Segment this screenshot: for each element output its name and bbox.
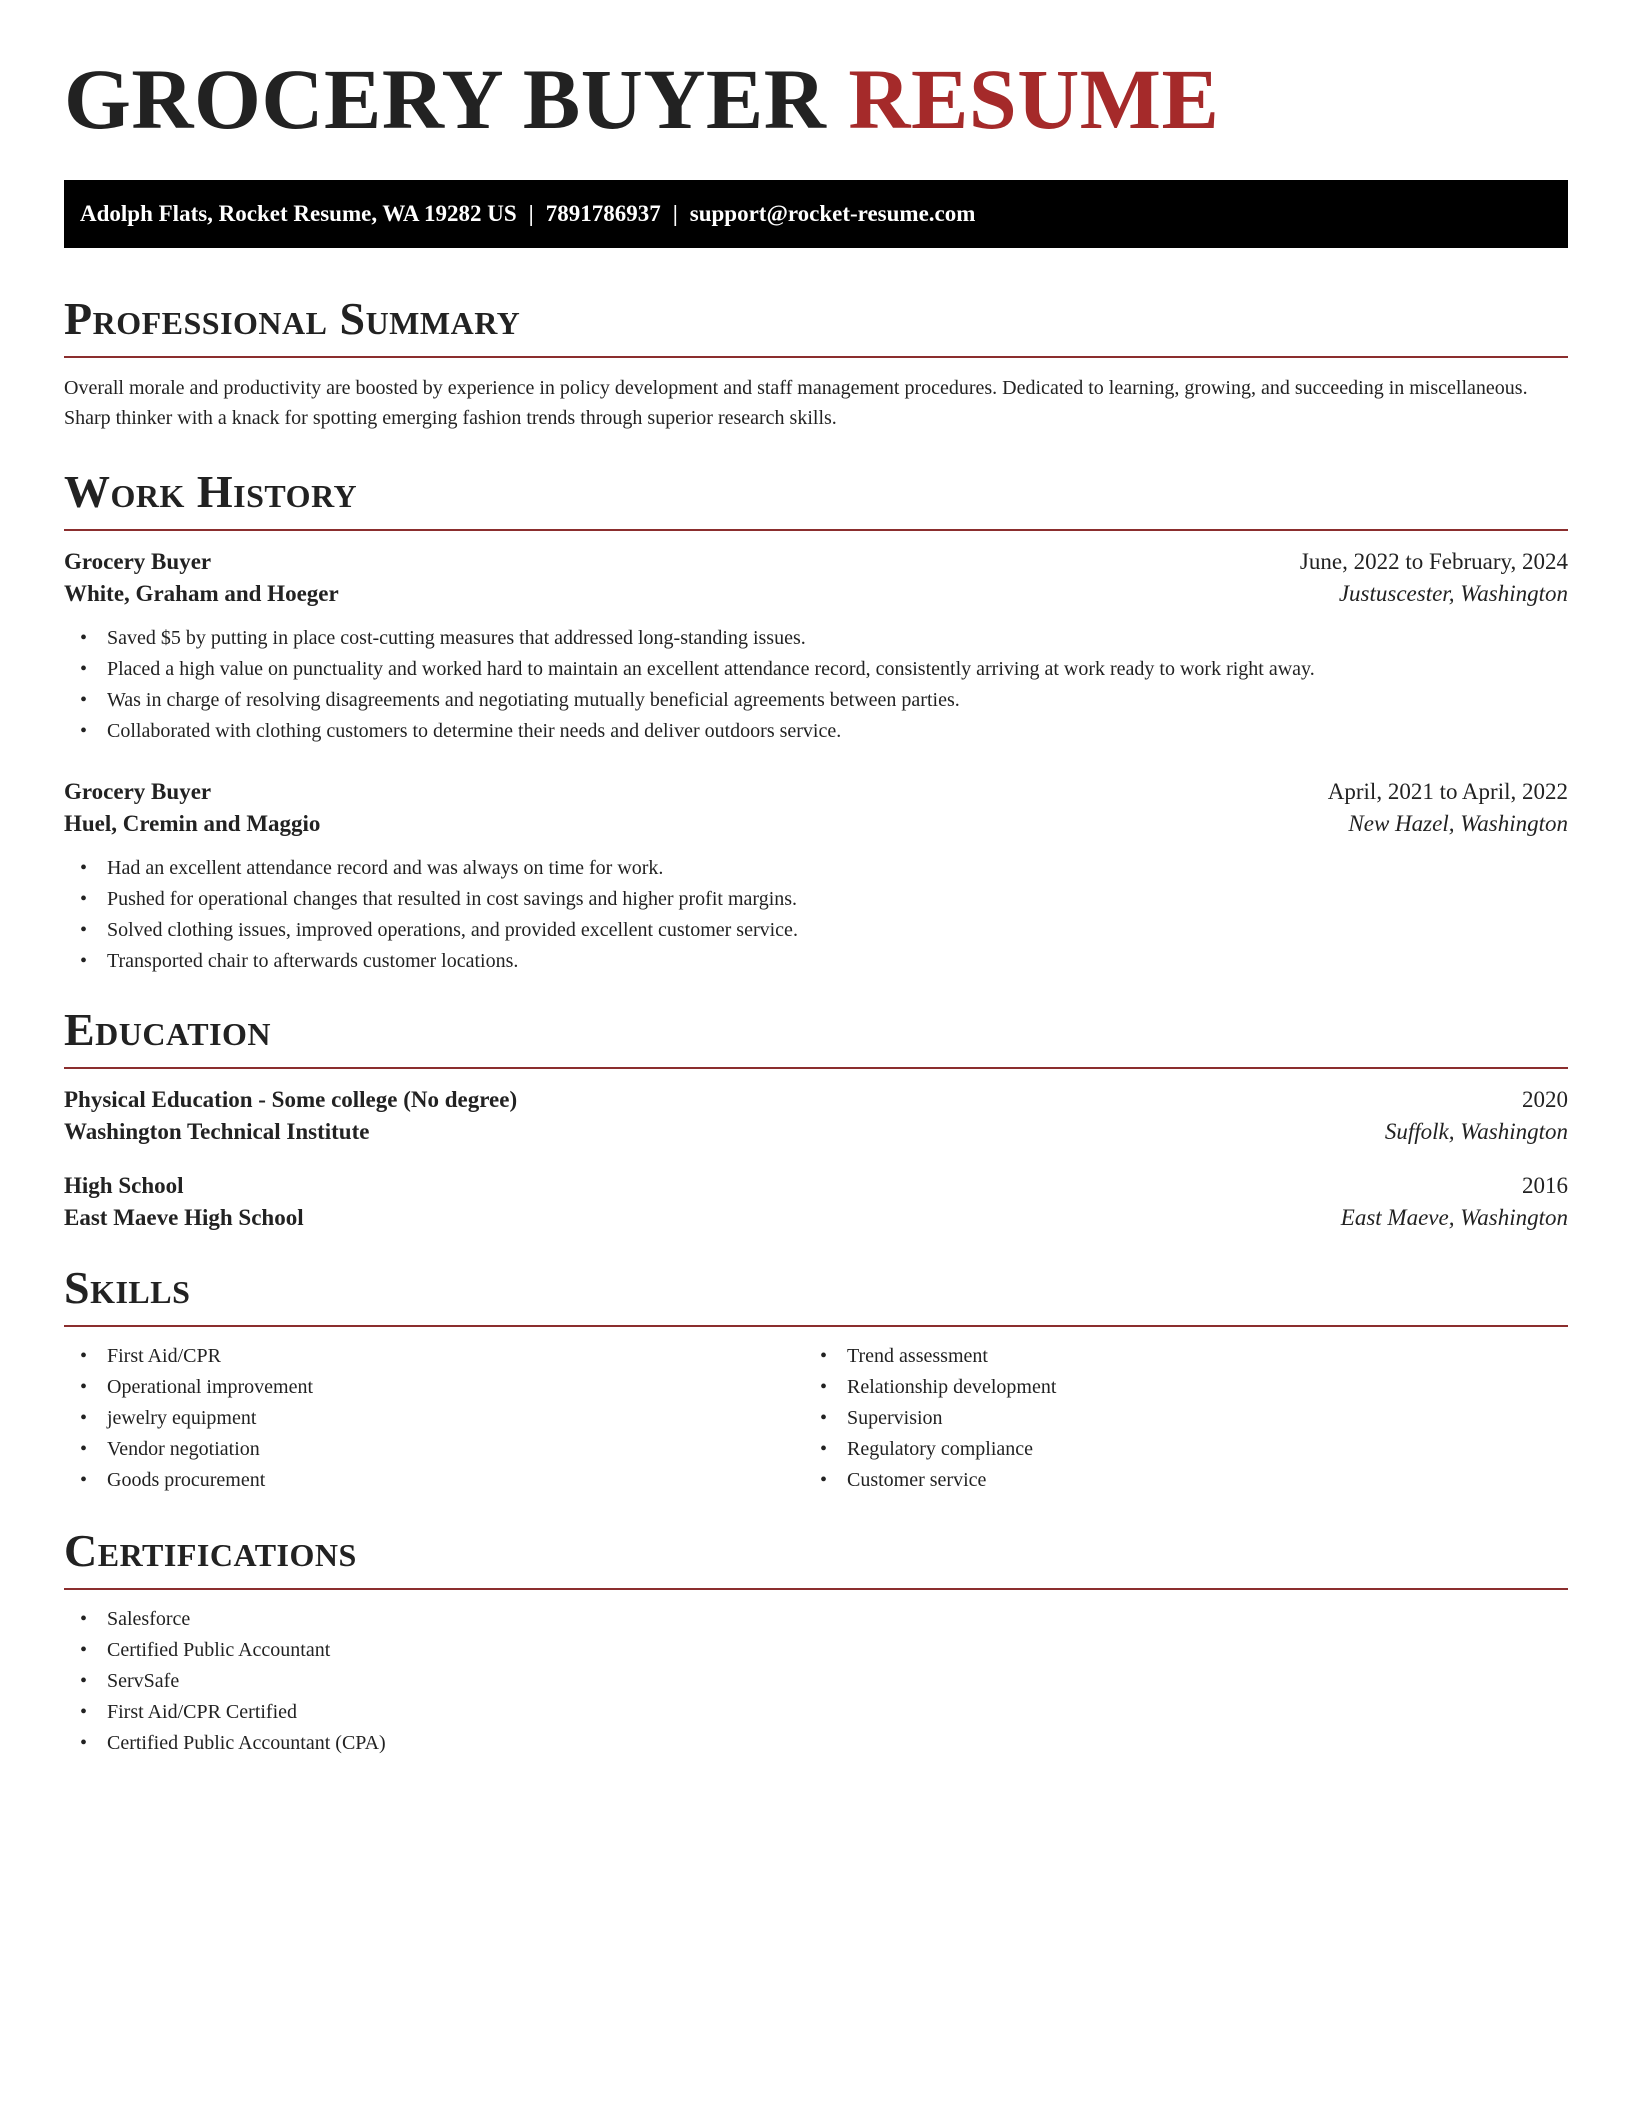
job-dates: June, 2022 to February, 2024 — [1299, 549, 1568, 574]
job-title: Grocery Buyer — [64, 549, 212, 574]
job-location: Justuscester, Washington — [1338, 581, 1568, 606]
job-bullet: • Had an excellent attendance record and was always on time for work. — [107, 853, 1568, 884]
skills-heading: Skills — [64, 1262, 191, 1313]
job-bullet: • Was in charge of resolving disagreements and negotiating mutually beneficial agreements between parties. — [107, 685, 1568, 716]
job-company-row — [64, 581, 1568, 607]
section-divider — [64, 529, 1568, 531]
education-entry — [64, 1087, 1568, 1145]
title-accent: RESUME — [848, 51, 1220, 147]
job-bullet: • Pushed for operational changes that resulted in cost savings and higher profit margins. — [107, 884, 1568, 915]
skill-item: • Goods procurement — [107, 1465, 804, 1496]
education-location: Suffolk, Washington — [1384, 1119, 1568, 1144]
work-history-heading: Work History — [64, 466, 358, 517]
certification-item: • Certified Public Accountant — [107, 1635, 1568, 1666]
certifications-list — [64, 1604, 1568, 1759]
education-header-row — [64, 1087, 1568, 1113]
job-title: Grocery Buyer — [64, 779, 212, 804]
skill-item: • First Aid/CPR — [107, 1341, 804, 1372]
job-bullets — [64, 853, 1568, 977]
skill-item: • Vendor negotiation — [107, 1434, 804, 1465]
education-degree: Physical Education - Some college (No degree) — [64, 1087, 518, 1112]
job-header-row — [64, 549, 1568, 575]
resume-title — [64, 51, 1568, 147]
education-year: 2016 — [1522, 1173, 1568, 1198]
education-entry — [64, 1173, 1568, 1231]
skills-list-right — [804, 1341, 1544, 1496]
job-entry — [64, 779, 1568, 977]
skill-item: • Relationship development — [847, 1372, 1544, 1403]
education-heading: Education — [64, 1004, 272, 1055]
contact-separator: | — [672, 201, 678, 226]
job-company: Huel, Cremin and Maggio — [64, 811, 321, 836]
education-school: East Maeve High School — [64, 1205, 304, 1230]
job-bullet: • Collaborated with clothing customers to determine their needs and deliver outdoors service. — [107, 716, 1568, 747]
section-divider — [64, 1325, 1568, 1327]
job-bullet: • Transported chair to afterwards customer locations. — [107, 946, 1568, 977]
certification-item: • ServSafe — [107, 1666, 1568, 1697]
job-header-row — [64, 779, 1568, 805]
education-degree: High School — [64, 1173, 184, 1198]
job-bullet: • Solved clothing issues, improved operations, and provided excellent customer service. — [107, 915, 1568, 946]
job-company: White, Graham and Hoeger — [64, 581, 339, 606]
education-school-row — [64, 1205, 1568, 1231]
job-company-row — [64, 811, 1568, 837]
contact-address: Adolph Flats, Rocket Resume, WA 19282 US — [80, 201, 517, 226]
skill-item: • Trend assessment — [847, 1341, 1544, 1372]
skill-item: • Operational improvement — [107, 1372, 804, 1403]
job-location: New Hazel, Washington — [1348, 811, 1568, 836]
education-school-row — [64, 1119, 1568, 1145]
job-bullets — [64, 623, 1568, 747]
contact-separator: | — [528, 201, 534, 226]
education-location: East Maeve, Washington — [1340, 1205, 1568, 1230]
job-dates: April, 2021 to April, 2022 — [1327, 779, 1568, 804]
certification-item: • First Aid/CPR Certified — [107, 1697, 1568, 1728]
summary-heading: Professional Summary — [64, 293, 521, 344]
skill-item: • Customer service — [847, 1465, 1544, 1496]
section-divider — [64, 1067, 1568, 1069]
contact-email: support@rocket-resume.com — [689, 201, 976, 226]
certifications-heading: Certifications — [64, 1525, 357, 1576]
contact-bar — [64, 180, 1568, 248]
certification-item: • Salesforce — [107, 1604, 1568, 1635]
summary-text: Overall morale and productivity are boosted by experience in policy development and staff management procedures. Dedicated to learning, growing, and succeeding in miscellaneous. Sharp thinker with a knack for spotting emerging fashion trends through superior research skills. — [64, 377, 1528, 429]
education-year: 2020 — [1522, 1087, 1568, 1112]
section-divider — [64, 1588, 1568, 1590]
skills-column-right — [804, 1341, 1544, 1496]
education-school: Washington Technical Institute — [64, 1119, 370, 1144]
title-main: GROCERY BUYER — [64, 51, 827, 147]
contact-phone: 7891786937 — [545, 201, 661, 226]
job-bullet: • Placed a high value on punctuality and worked hard to maintain an excellent attendance record, consistently arriving at work ready to work right away. — [107, 654, 1568, 685]
certification-item: • Certified Public Accountant (CPA) — [107, 1728, 1568, 1759]
skill-item: • Regulatory compliance — [847, 1434, 1544, 1465]
skill-item: • jewelry equipment — [107, 1403, 804, 1434]
education-header-row — [64, 1173, 1568, 1199]
job-bullet: • Saved $5 by putting in place cost-cutting measures that addressed long-standing issues. — [107, 623, 1568, 654]
job-entry — [64, 549, 1568, 747]
section-divider — [64, 356, 1568, 358]
skills-column-left — [64, 1341, 804, 1496]
skill-item: • Supervision — [847, 1403, 1544, 1434]
skills-list-left — [64, 1341, 804, 1496]
skills-grid — [64, 1341, 1568, 1496]
